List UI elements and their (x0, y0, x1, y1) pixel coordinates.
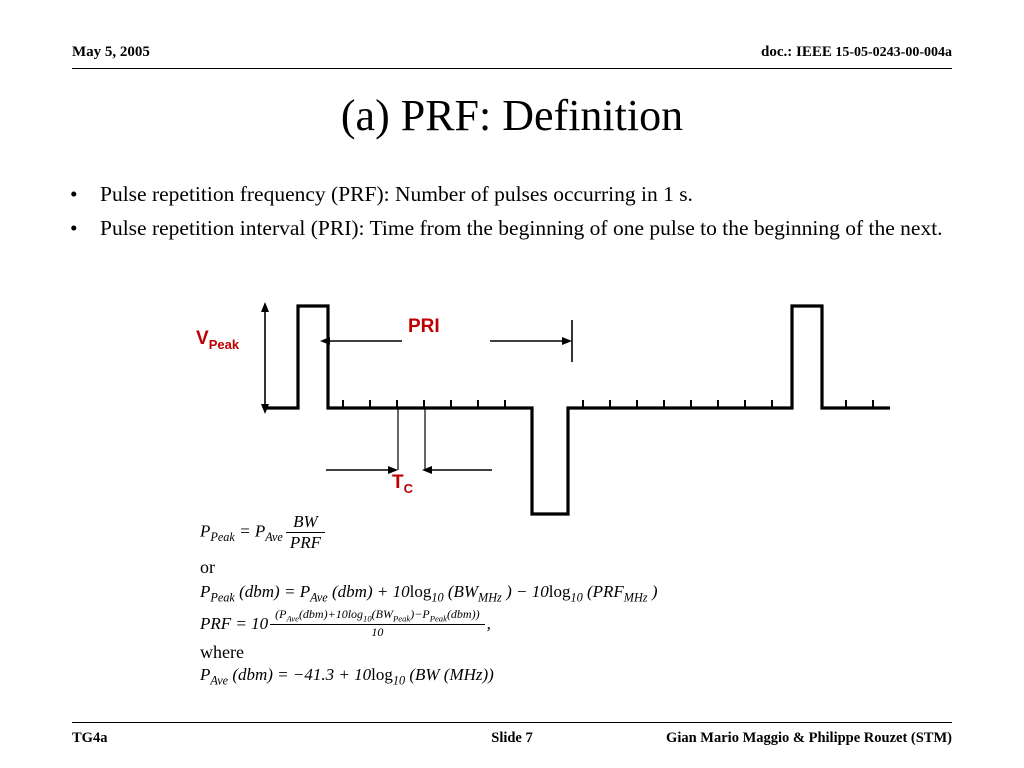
waveform-svg (180, 292, 910, 527)
bullet-text: Pulse repetition frequency (PRF): Number of pulses occurring in 1 s. (100, 182, 693, 206)
equation-where: where (200, 641, 244, 662)
prf-exponent-fraction (270, 607, 484, 639)
header-doc-number: 15-05-0243-00-004a (835, 45, 952, 60)
vpeak-label-sub: Peak (208, 336, 240, 352)
equation-average-dbm: $P_{Ave}$ $(dbm) = -41.3 + 10\log_{10}$ (BW (MHz)) (200, 664, 494, 688)
vpeak-label (196, 328, 239, 352)
bullet-list (62, 180, 972, 249)
tc-label-main: T (392, 472, 404, 493)
equation-or: or (200, 557, 215, 577)
header-date: May 5, 2005 (72, 44, 150, 60)
page-title: (a) PRF: Definition (340, 91, 684, 140)
equation-peak-power (200, 512, 900, 553)
list-item (62, 180, 972, 208)
prf-exponent-denominator: 10 (270, 624, 484, 640)
footer-right: Gian Mario Maggio & Philippe Rouzet (STM) (666, 730, 952, 746)
slide-header (72, 44, 952, 61)
prf-comma: , (486, 613, 491, 633)
pulse-waveform-figure (180, 292, 910, 527)
eq1-lhs-sub: Peak (210, 529, 235, 544)
eq1-rhs-sub: Ave (265, 529, 283, 544)
tc-label-sub: C (403, 480, 413, 496)
bullet-text: Pulse repetition interval (PRI): Time from the beginning of one pulse to the beginning of the next. (100, 216, 943, 241)
prf-exponent-numerator: $(P_{Ave}(dbm)+10\log_{10}(BW_{Peak})-P_{Peak}(dbm))$ (275, 607, 480, 624)
equation-peak-dbm: $P_{Peak}$ $(dbm) = P_{Ave}$ $(dbm) + 10\log_{10}$ ($BW_{MHz}$ ) − $10\log_{10}$ ($PRF_{MHz}$ ) (200, 582, 658, 605)
bullet-marker: • (70, 216, 78, 241)
vpeak-arrow (261, 302, 269, 414)
tc-measure (326, 408, 492, 474)
equation-block (200, 512, 900, 690)
equation-prf: PRF = 10 $\frac{(P_{Ave}(dbm)+10\log_{10}(BW_{Peak})-P_{Peak}(dbm))}{10}$ , (200, 607, 491, 639)
eq1-fraction (286, 512, 325, 553)
bullet-marker: • (70, 182, 78, 206)
eq1-eq: = P (234, 521, 266, 541)
eq1-numerator: BW (293, 512, 318, 531)
footer-divider (72, 722, 952, 723)
footer-left: TG4a (72, 730, 108, 746)
header-doc-label: doc.: IEEE (760, 44, 832, 60)
eq1-lhs: P (200, 521, 211, 541)
waveform-trace (265, 306, 890, 514)
eq1-denominator: PRF (286, 532, 325, 553)
pri-label: PRI (408, 316, 440, 337)
list-item (62, 214, 972, 242)
pri-measure (320, 320, 572, 362)
tc-label (392, 472, 413, 496)
header-doc (761, 44, 952, 61)
footer-slide-number: Slide 7 (491, 730, 533, 746)
vpeak-label-main: V (196, 328, 209, 349)
header-divider (72, 68, 952, 69)
